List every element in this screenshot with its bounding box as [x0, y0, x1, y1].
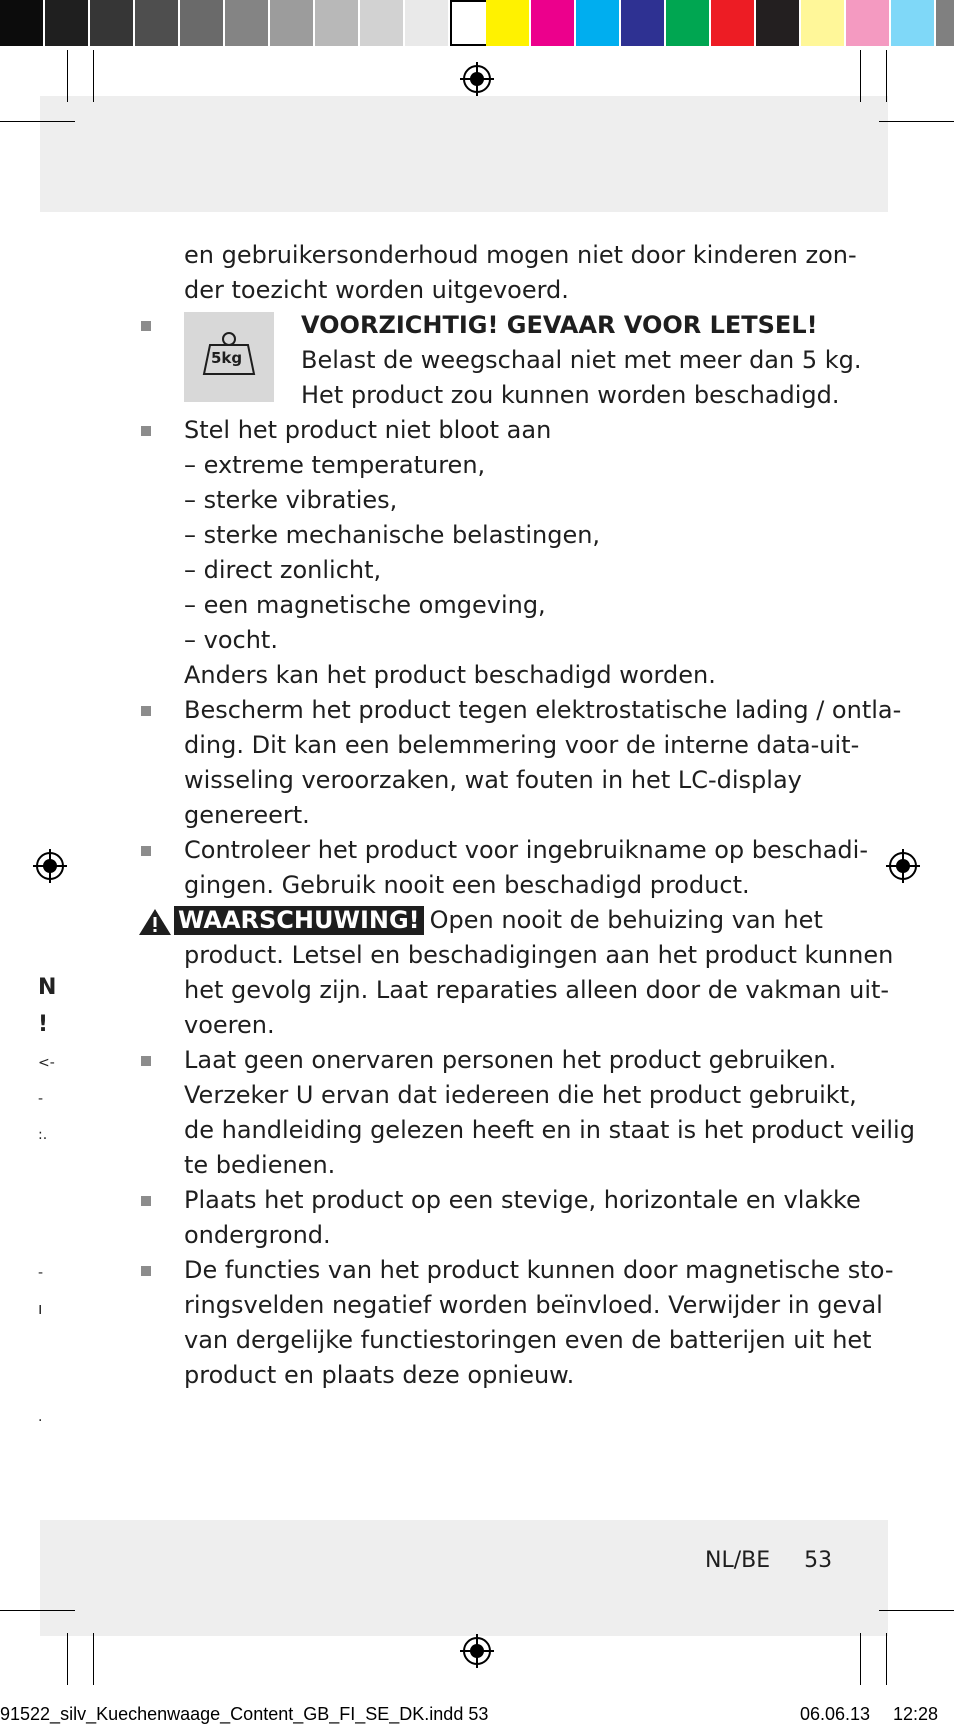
crop-mark — [886, 1633, 887, 1685]
bullet-icon — [141, 1056, 151, 1066]
bullet-icon — [141, 321, 151, 331]
page-number: 53 — [804, 1548, 833, 1573]
warning-triangle-icon — [138, 908, 172, 936]
slug-filename: 91522_silv_Kuechenwaage_Content_GB_FI_SE_DK.indd 53 — [0, 1704, 489, 1724]
surface-line: Plaats het product op een stevige, horizontale en vlakke — [184, 1186, 861, 1214]
warning-first-line: Open nooit de behuizing van het — [429, 906, 823, 934]
list-item — [138, 833, 868, 903]
crop-mark — [879, 1610, 954, 1611]
color-swatch — [180, 0, 223, 46]
color-swatch — [756, 0, 799, 46]
crop-mark — [0, 1610, 75, 1611]
bullet-icon — [141, 706, 151, 716]
warning-badge: WAARSCHUWING! — [174, 906, 424, 935]
crop-mark — [860, 50, 861, 102]
color-swatch — [315, 0, 358, 46]
registration-mark-icon — [460, 1634, 494, 1668]
color-swatch — [576, 0, 619, 46]
color-swatch — [405, 0, 448, 46]
list-item — [138, 1253, 894, 1393]
surface-line: ondergrond. — [184, 1221, 331, 1249]
persons-line: te bedienen. — [184, 1151, 336, 1179]
color-swatch — [45, 0, 88, 46]
weight-limit-icon — [184, 312, 274, 402]
magnetic-line: ringsvelden negatief worden beïnvloed. Verwijder in geval — [184, 1291, 883, 1319]
footer-band — [40, 1520, 888, 1636]
bullet-icon — [141, 846, 151, 856]
edge-fragment: ı — [38, 1299, 43, 1318]
edge-fragment: ! — [38, 1012, 49, 1037]
list-item — [138, 1043, 915, 1183]
dash-item: – sterke mechanische belastingen, — [184, 521, 601, 549]
warning-line: product. Letsel en beschadigingen aan het product kunnen — [184, 941, 894, 969]
crop-mark — [860, 1633, 861, 1685]
color-swatch — [0, 0, 43, 46]
magnetic-line: product en plaats deze opnieuw. — [184, 1361, 575, 1389]
crop-mark — [0, 121, 75, 122]
edge-fragment: . — [38, 1409, 43, 1425]
caution-line: Het product zou kunnen worden beschadigd. — [301, 381, 840, 409]
cmyk-color-bar — [486, 0, 954, 46]
magnetic-line: van dergelijke functiestoringen even de batterijen uit het — [184, 1326, 872, 1354]
intro-line: der toezicht worden uitgevoerd. — [184, 276, 569, 304]
color-swatch — [360, 0, 403, 46]
color-swatch — [801, 0, 844, 46]
crop-mark — [67, 1633, 68, 1685]
persons-line: Verzeker U ervan dat iedereen die het product gebruikt, — [184, 1081, 857, 1109]
static-line: ding. Dit kan een belemmering voor de interne data-uit- — [184, 731, 860, 759]
persons-line: de handleiding gelezen heeft en in staat is het product veilig — [184, 1116, 915, 1144]
warning-item — [138, 903, 894, 1043]
inspect-line: Controleer het product voor ingebruikname op beschadi- — [184, 836, 868, 864]
color-swatch — [936, 0, 954, 46]
list-item — [138, 413, 828, 448]
color-swatch — [846, 0, 889, 46]
bullet-icon — [141, 1196, 151, 1206]
crop-mark — [67, 50, 68, 102]
static-line: genereert. — [184, 801, 310, 829]
color-swatch — [621, 0, 664, 46]
static-line: Bescherm het product tegen elektrostatische lading / ontla- — [184, 696, 902, 724]
list-item — [138, 1183, 861, 1253]
header-band — [40, 96, 888, 212]
intro-line: en gebruikersonderhoud mogen niet door kinderen zon- — [184, 241, 857, 269]
crop-mark — [93, 50, 94, 102]
color-swatch — [711, 0, 754, 46]
registration-mark-icon — [460, 62, 494, 96]
registration-mark-icon — [886, 849, 920, 883]
expose-tail: Anders kan het product beschadigd worden. — [184, 661, 716, 689]
color-swatch — [90, 0, 133, 46]
inspect-line: gingen. Gebruik nooit een beschadigd product. — [184, 871, 750, 899]
list-item — [138, 693, 902, 833]
static-line: wisseling veroorzaken, wat fouten in het LC-display — [184, 766, 802, 794]
dash-item: – sterke vibraties, — [184, 486, 398, 514]
safety-instructions — [138, 238, 915, 1393]
slug-time: 12:28 — [893, 1704, 939, 1724]
slug-date: 06.06.13 — [800, 1704, 871, 1724]
color-swatch — [270, 0, 313, 46]
color-swatch — [531, 0, 574, 46]
page-footer — [705, 1548, 832, 1573]
edge-fragment: :. — [38, 1127, 48, 1143]
edge-fragment: N — [38, 975, 57, 1000]
dash-item: – direct zonlicht, — [184, 556, 382, 584]
warning-line: het gevolg zijn. Laat reparaties alleen door de vakman uit- — [184, 976, 890, 1004]
bullet-icon — [141, 1266, 151, 1276]
magnetic-line: De functies van het product kunnen door magnetische sto- — [184, 1256, 894, 1284]
warning-line: voeren. — [184, 1011, 275, 1039]
color-swatch — [666, 0, 709, 46]
caution-line: Belast de weegschaal niet met meer dan 5 kg. — [301, 346, 862, 374]
edge-fragment: - — [38, 1265, 44, 1281]
dash-item: – extreme temperaturen, — [184, 451, 486, 479]
crop-mark — [886, 50, 887, 102]
grayscale-color-bar — [0, 0, 495, 46]
color-swatch — [135, 0, 178, 46]
locale-label: NL/BE — [705, 1548, 771, 1573]
caution-title: VOORZICHTIG! GEVAAR VOOR LETSEL! — [301, 311, 818, 339]
edge-fragment: <- — [38, 1055, 55, 1071]
crop-mark — [93, 1633, 94, 1685]
color-swatch — [486, 0, 529, 46]
caution-item — [138, 308, 862, 413]
weight-limit-label: 5kg — [211, 349, 243, 367]
dash-item: – vocht. — [184, 626, 278, 654]
registration-mark-icon — [33, 849, 67, 883]
bullet-icon — [141, 426, 151, 436]
edge-fragment: - — [38, 1091, 44, 1107]
color-swatch — [891, 0, 934, 46]
expose-lead: Stel het product niet bloot aan — [184, 416, 552, 444]
color-swatch — [225, 0, 268, 46]
persons-line: Laat geen onervaren personen het product gebruiken. — [184, 1046, 837, 1074]
crop-mark — [879, 121, 954, 122]
dash-item: – een magnetische omgeving, — [184, 591, 546, 619]
